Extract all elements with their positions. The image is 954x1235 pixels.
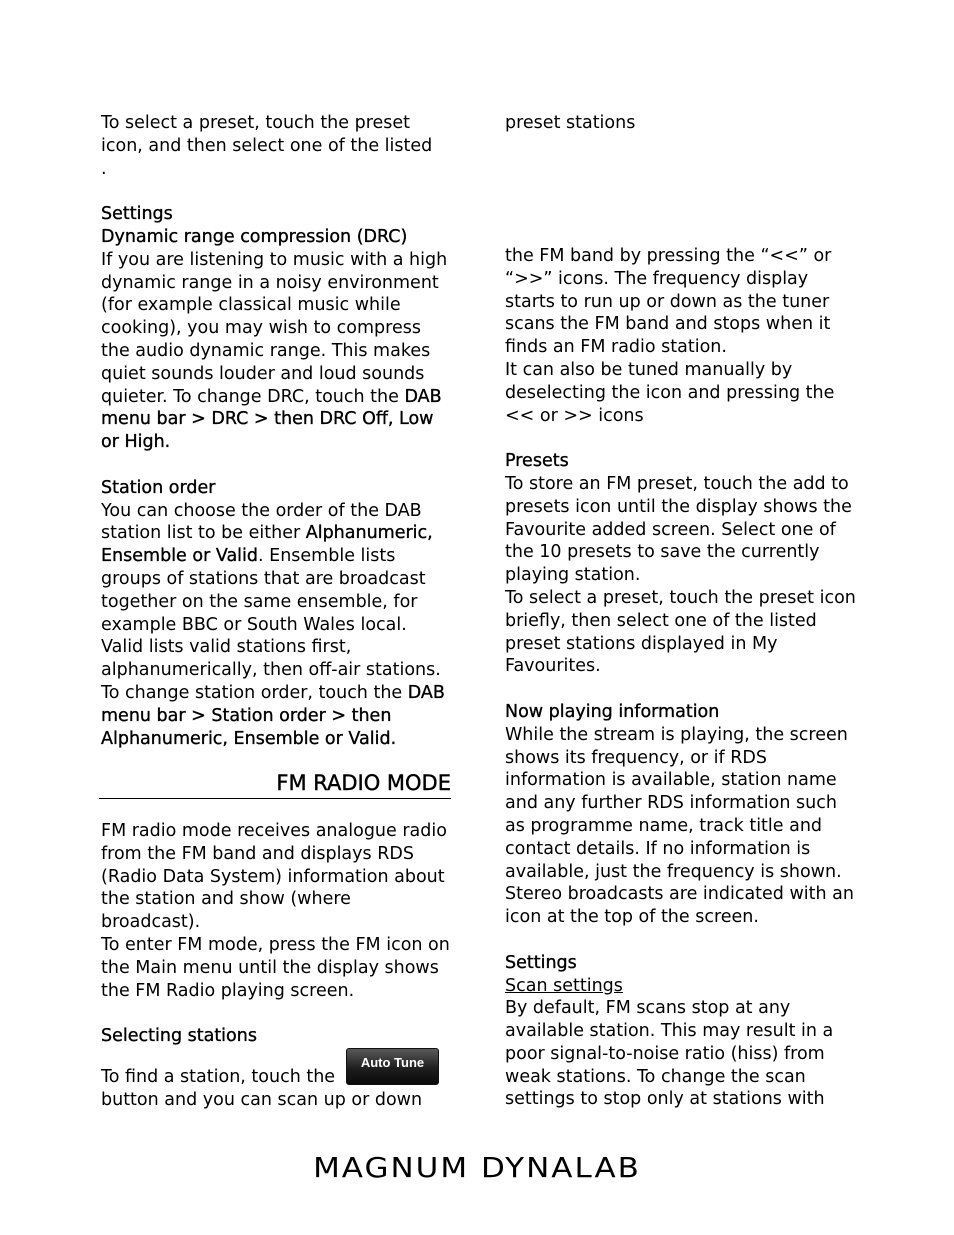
station-order-heading: Station order [101,477,216,498]
scan-continuation-paragraph: the FM band by pressing the “<<” or “>>” icons. The frequency display starts to run up or down as the tuner scans the FM band and stops when it finds an FM radio station. [505,246,832,358]
find-station-line-2: button and you can scan up or down [101,1089,423,1110]
auto-tune-label: Auto Tune [360,1055,425,1070]
drc-menu-path: DAB menu bar > DRC > then DRC Off, Low or High. [101,386,442,453]
station-order-options: Alphanumeric, Ensemble or Valid [101,523,433,567]
fm-intro-paragraph: FM radio mode receives analogue radio from the FM band and displays RDS (Radio Data System) information about the station and show (where broadcast). [101,821,447,933]
brand-logo-text: MAGNUM DYNALAB [313,1151,641,1185]
left-column-bottom [101,820,451,1048]
now-playing-heading: Now playing information [505,701,720,722]
now-playing-paragraph: While the stream is playing, the screen shows its frequency, or if RDS information is available, station name and any further RDS information such as programme name, track title and contact details. If no information is available, just the frequency is shown. Stereo broadcasts are indicated with an icon at the top of the screen. [505,724,854,928]
station-order-paragraph [101,500,451,751]
scan-settings-paragraph: By default, FM scans stop at any available station. This may result in a poor signal-to-noise ratio (hiss) from weak stations. To change the scan settings to stop only at stations with [505,998,834,1110]
right-column-main [505,245,860,1111]
manual-tune-paragraph: It can also be tuned manually by deselecting the icon and pressing the << or >> icons [505,359,835,426]
scan-settings-heading: Scan settings [505,975,623,996]
drc-body: If you are listening to music with a high dynamic range in a noisy environment (for example classical music while cooking), you may wish to compress the audio dynamic range. This makes quiet sounds louder and loud sounds quieter. To change DRC, touch the [101,249,448,407]
drc-heading: Dynamic range compression (DRC) [101,226,408,247]
fm-enter-paragraph: To enter FM mode, press the FM icon on the Main menu until the display shows the FM Radio playing screen. [101,934,450,1001]
preset-stations-continuation: preset stations [505,113,636,133]
auto-tune-button[interactable] [346,1048,439,1085]
intro-paragraph: To select a preset, touch the preset icon, and then select one of the listed [101,113,433,156]
presets-store-paragraph: To store an FM preset, touch the add to presets icon until the display shows the Favourite added screen. Select one of the 10 presets to save the currently playing station. [505,473,852,586]
right-column-top [505,112,860,135]
station-order-body-2: . Ensemble lists groups of stations that are broadcast together on the same ensemble, for example BBC or South Wales local. Valid lists valid stations first, alphanumerically, then off-air stations. To change station order, touch the [101,546,441,703]
left-column-top [101,112,451,750]
presets-heading: Presets [505,451,569,472]
settings-heading: Settings [101,204,173,225]
intro-dot: . [101,158,107,179]
selecting-stations-heading: Selecting stations [101,1026,257,1047]
station-order-body-1: You can choose the order of the DAB station list to be either [101,500,422,544]
drc-paragraph [101,249,451,454]
fm-settings-heading: Settings [505,952,577,973]
fm-radio-mode-title: FM RADIO MODE [99,770,451,799]
station-order-menu-path: DAB menu bar > Station order > then Alphanumeric, Ensemble or Valid. [101,682,445,749]
presets-select-paragraph: To select a preset, touch the preset icon briefly, then select one of the listed preset stations displayed in My Favourites. [505,587,856,677]
find-station-line-1: To find a station, touch the [101,1067,336,1087]
